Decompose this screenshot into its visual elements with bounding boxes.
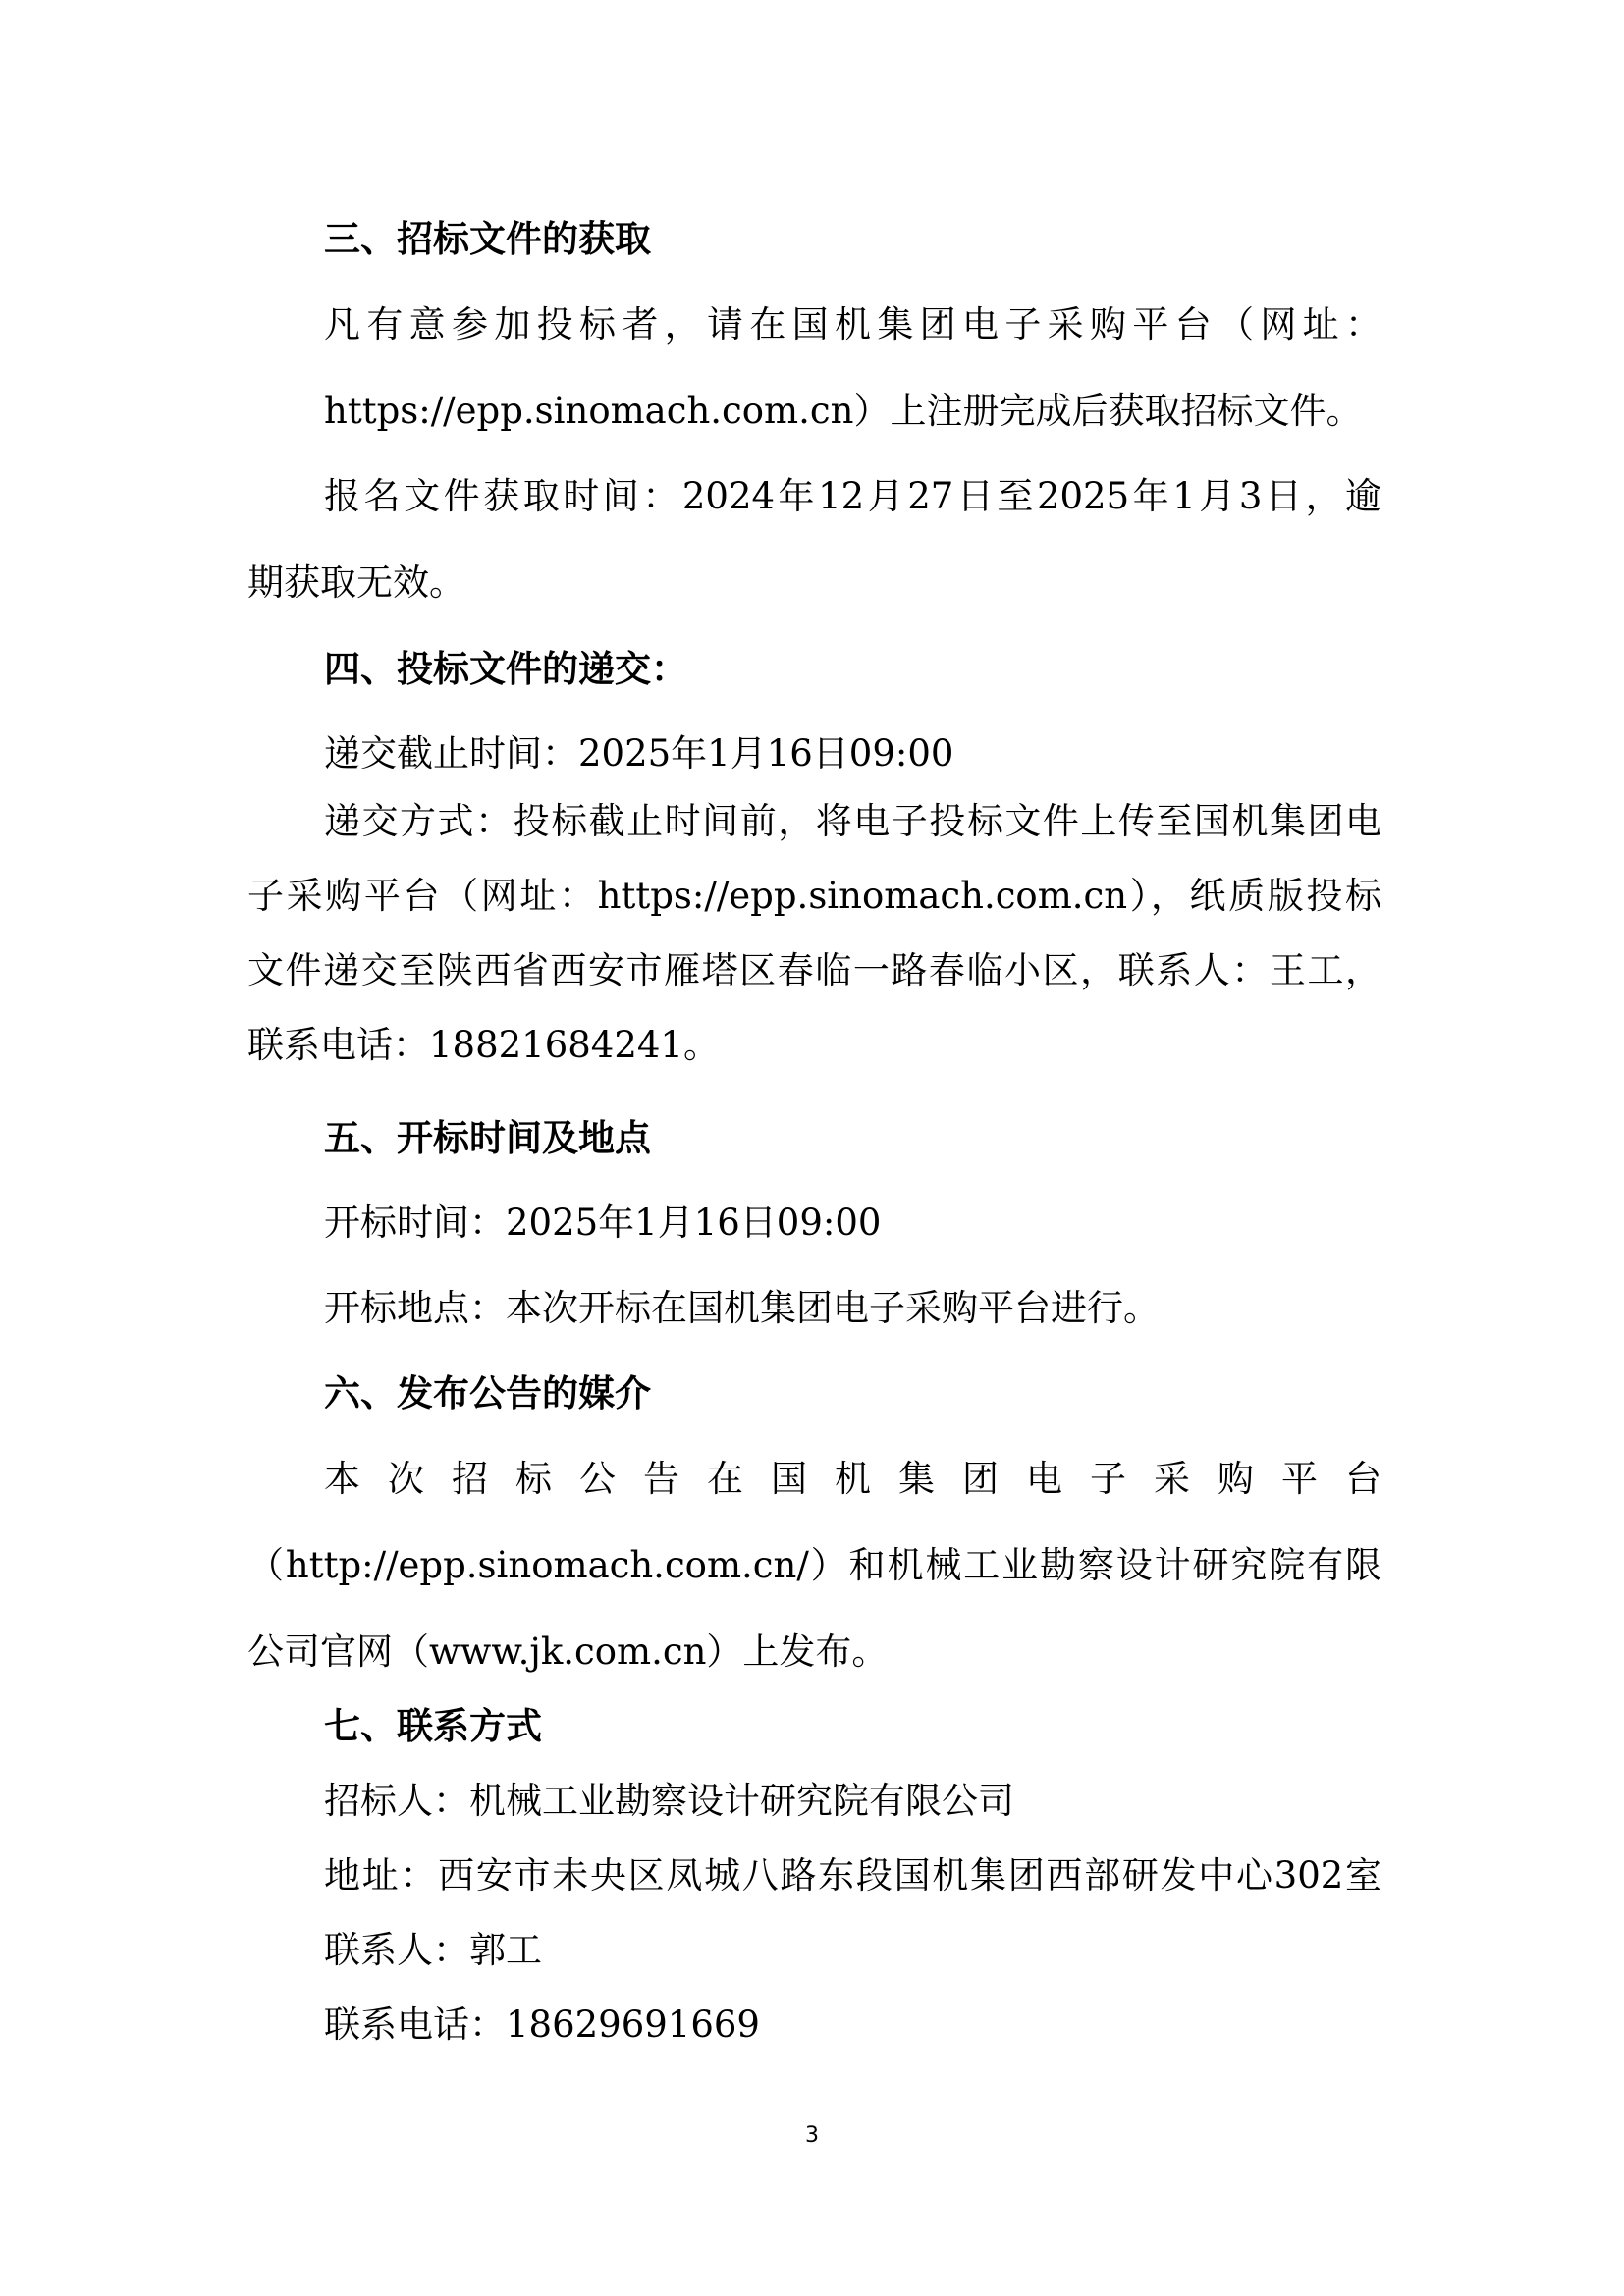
opening-time: 开标时间：2025年1月16日09:00 — [324, 1201, 882, 1244]
contact-person-line: 联系人：郭工 — [324, 1929, 542, 1971]
contact-phone-line: 联系电话：18629691669 — [324, 2003, 760, 2046]
submission-method-line-2: 子采购平台（网址：https://epp.sinomach.com.cn），纸质版投标 — [247, 875, 1381, 917]
address-line: 地址：西安市未央区凤城八路东段国机集团西部研发中心302室 — [324, 1854, 1381, 1896]
submission-method-line-3: 文件递交至陕西省西安市雁塔区春临一路春临小区，联系人：王工， — [247, 949, 1381, 991]
section-3-line-2: https://epp.sinomach.com.cn）上注册完成后获取招标文件。 — [324, 390, 1363, 432]
section-3-line-3: 报名文件获取时间：2024年12月27日至2025年1月3日，逾 — [324, 475, 1381, 517]
section-5-heading: 五、开标时间及地点 — [324, 1117, 651, 1159]
section-3-line-4: 期获取无效。 — [247, 561, 465, 604]
section-6-line-2: （http://epp.sinomach.com.cn/）和机械工业勘察设计研究院有限 — [247, 1544, 1381, 1586]
page-number: 3 — [805, 2123, 819, 2148]
section-7-heading: 七、联系方式 — [324, 1705, 542, 1747]
section-3-heading: 三、招标文件的获取 — [324, 218, 651, 260]
section-6-line-3: 公司官网（www.jk.com.cn）上发布。 — [247, 1630, 889, 1673]
section-6-heading: 六、发布公告的媒介 — [324, 1372, 651, 1415]
tenderer-line: 招标人：机械工业勘察设计研究院有限公司 — [324, 1780, 1014, 1822]
section-3-line-1: 凡有意参加投标者，请在国机集团电子采购平台（网址： — [324, 303, 1381, 346]
submission-method-line-1: 递交方式：投标截止时间前，将电子投标文件上传至国机集团电 — [324, 800, 1381, 842]
section-4-heading: 四、投标文件的递交： — [324, 648, 687, 690]
submission-method-line-4: 联系电话：18821684241。 — [247, 1024, 720, 1066]
submission-deadline: 递交截止时间：2025年1月16日09:00 — [324, 732, 954, 774]
opening-place: 开标地点：本次开标在国机集团电子采购平台进行。 — [324, 1287, 1160, 1329]
section-6-line-1: 本次招标公告在国机集团电子采购平台 — [324, 1458, 1381, 1500]
